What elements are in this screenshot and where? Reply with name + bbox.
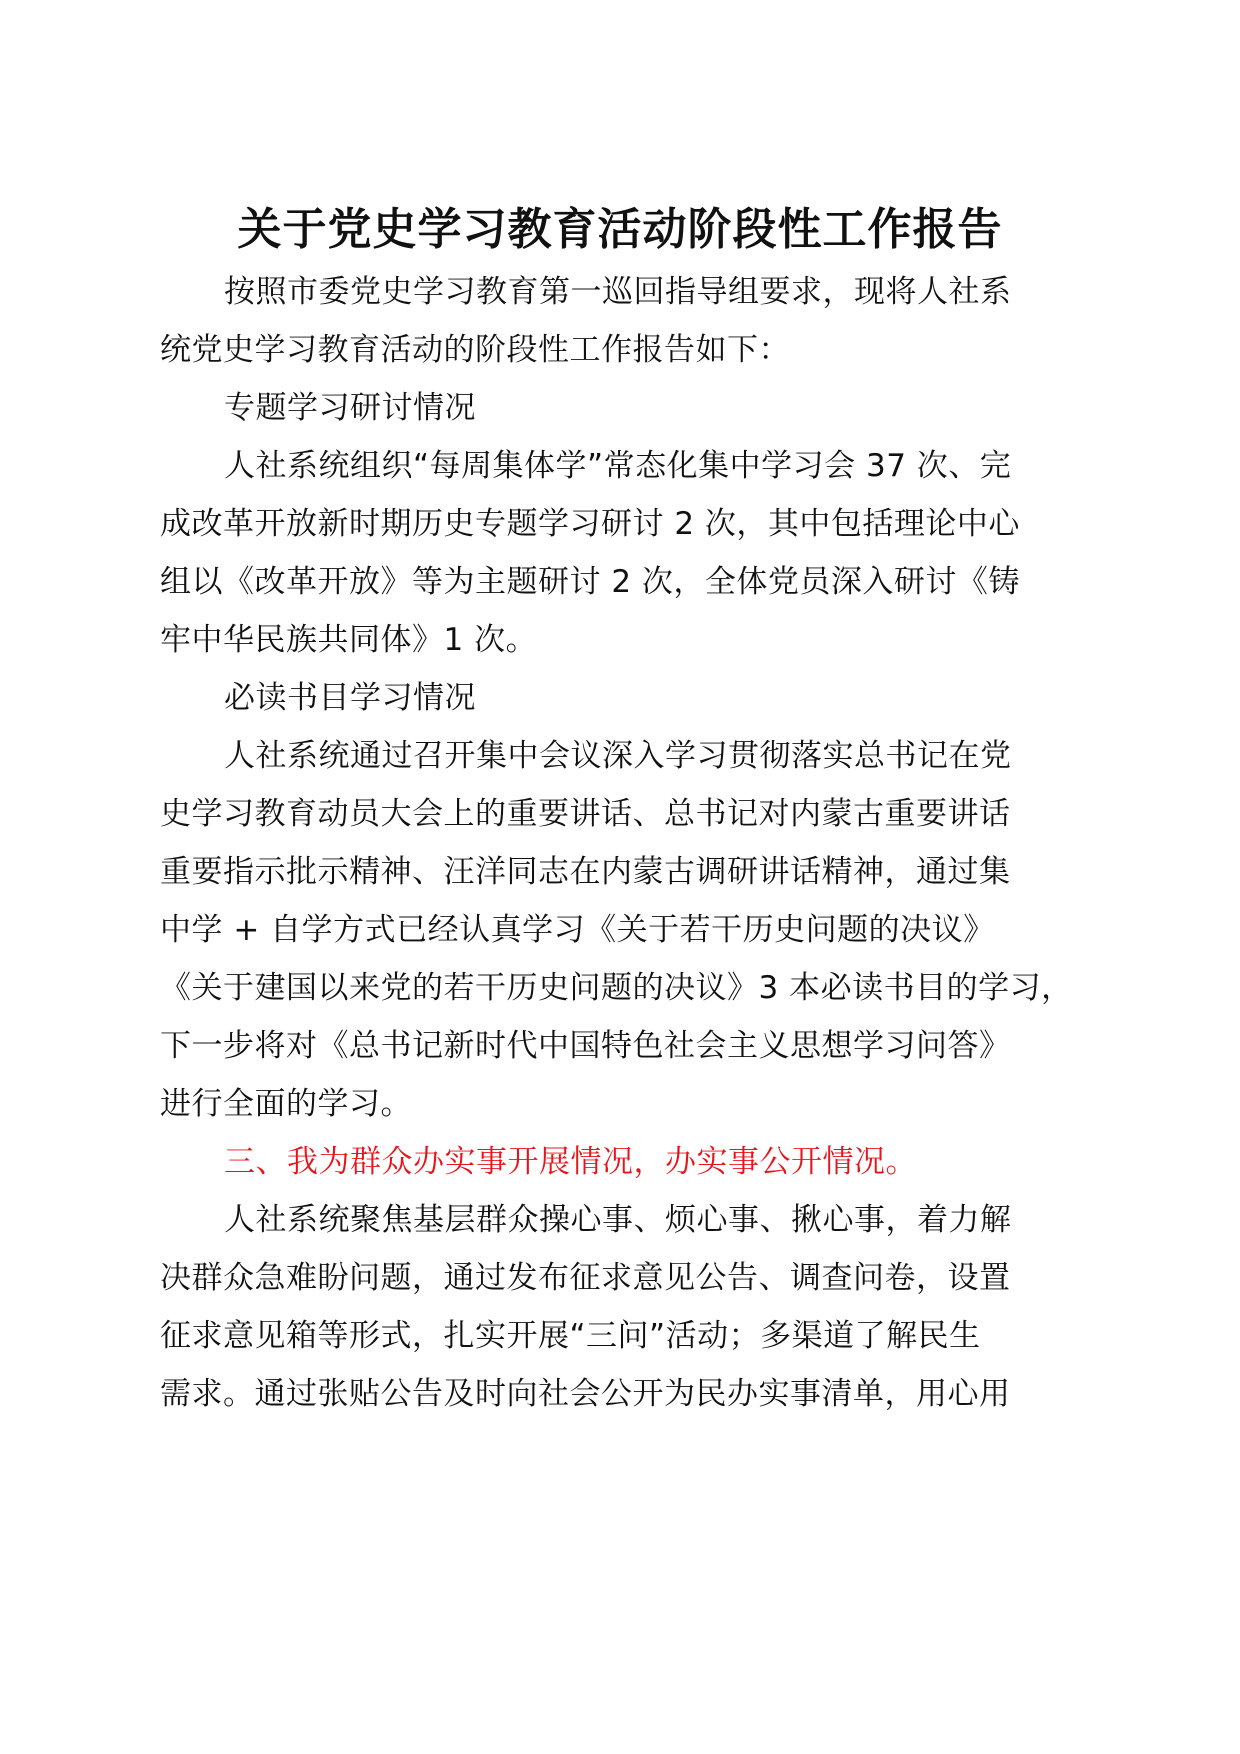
paragraph-line: 《关于建国以来党的若干历史问题的决议》3 本必读书目的学习， [160, 970, 1073, 1006]
paragraph-line: 人社系统组织“每周集体学”常态化集中学习会 37 次、完 [224, 448, 1012, 484]
paragraph-line: 决群众急难盼问题，通过发布征求意见公告、调查问卷，设置 [160, 1260, 1011, 1296]
paragraph-line: 人社系统聚焦基层群众操心事、烦心事、揪心事，着力解 [224, 1202, 1012, 1238]
paragraph-line: 需求。通过张贴公告及时向社会公开为民办实事清单，用心用 [160, 1376, 1011, 1412]
paragraph-line: 征求意见箱等形式，扎实开展“三问”活动；多渠道了解民生 [160, 1318, 981, 1354]
paragraph-line: 统党史学习教育活动的阶段性工作报告如下： [160, 332, 790, 368]
document-title: 关于党史学习教育活动阶段性工作报告 [237, 204, 1003, 255]
paragraph-line: 中学 + 自学方式已经认真学习《关于若干历史问题的决议》 [160, 912, 995, 948]
paragraph-line: 进行全面的学习。 [160, 1086, 412, 1122]
paragraph-line: 成改革开放新时期历史专题学习研讨 2 次，其中包括理论中心 [160, 506, 1020, 542]
paragraph-line: 按照市委党史学习教育第一巡回指导组要求，现将人社系 [224, 274, 1012, 310]
section-heading: 专题学习研讨情况 [224, 390, 476, 426]
paragraph-line: 人社系统通过召开集中会议深入学习贯彻落实总书记在党 [224, 738, 1012, 774]
section-heading-highlighted: 三、我为群众办实事开展情况，办实事公开情况。 [224, 1144, 917, 1180]
section-heading: 必读书目学习情况 [224, 680, 476, 716]
paragraph-line: 下一步将对《总书记新时代中国特色社会主义思想学习问答》 [160, 1028, 1011, 1064]
paragraph-line: 牢中华民族共同体》1 次。 [160, 622, 538, 658]
paragraph-line: 重要指示批示精神、汪洋同志在内蒙古调研讲话精神，通过集 [160, 854, 1011, 890]
paragraph-line: 组以《改革开放》等为主题研讨 2 次，全体党员深入研讨《铸 [160, 564, 1020, 600]
paragraph-line: 史学习教育动员大会上的重要讲话、总书记对内蒙古重要讲话 [160, 796, 1011, 832]
